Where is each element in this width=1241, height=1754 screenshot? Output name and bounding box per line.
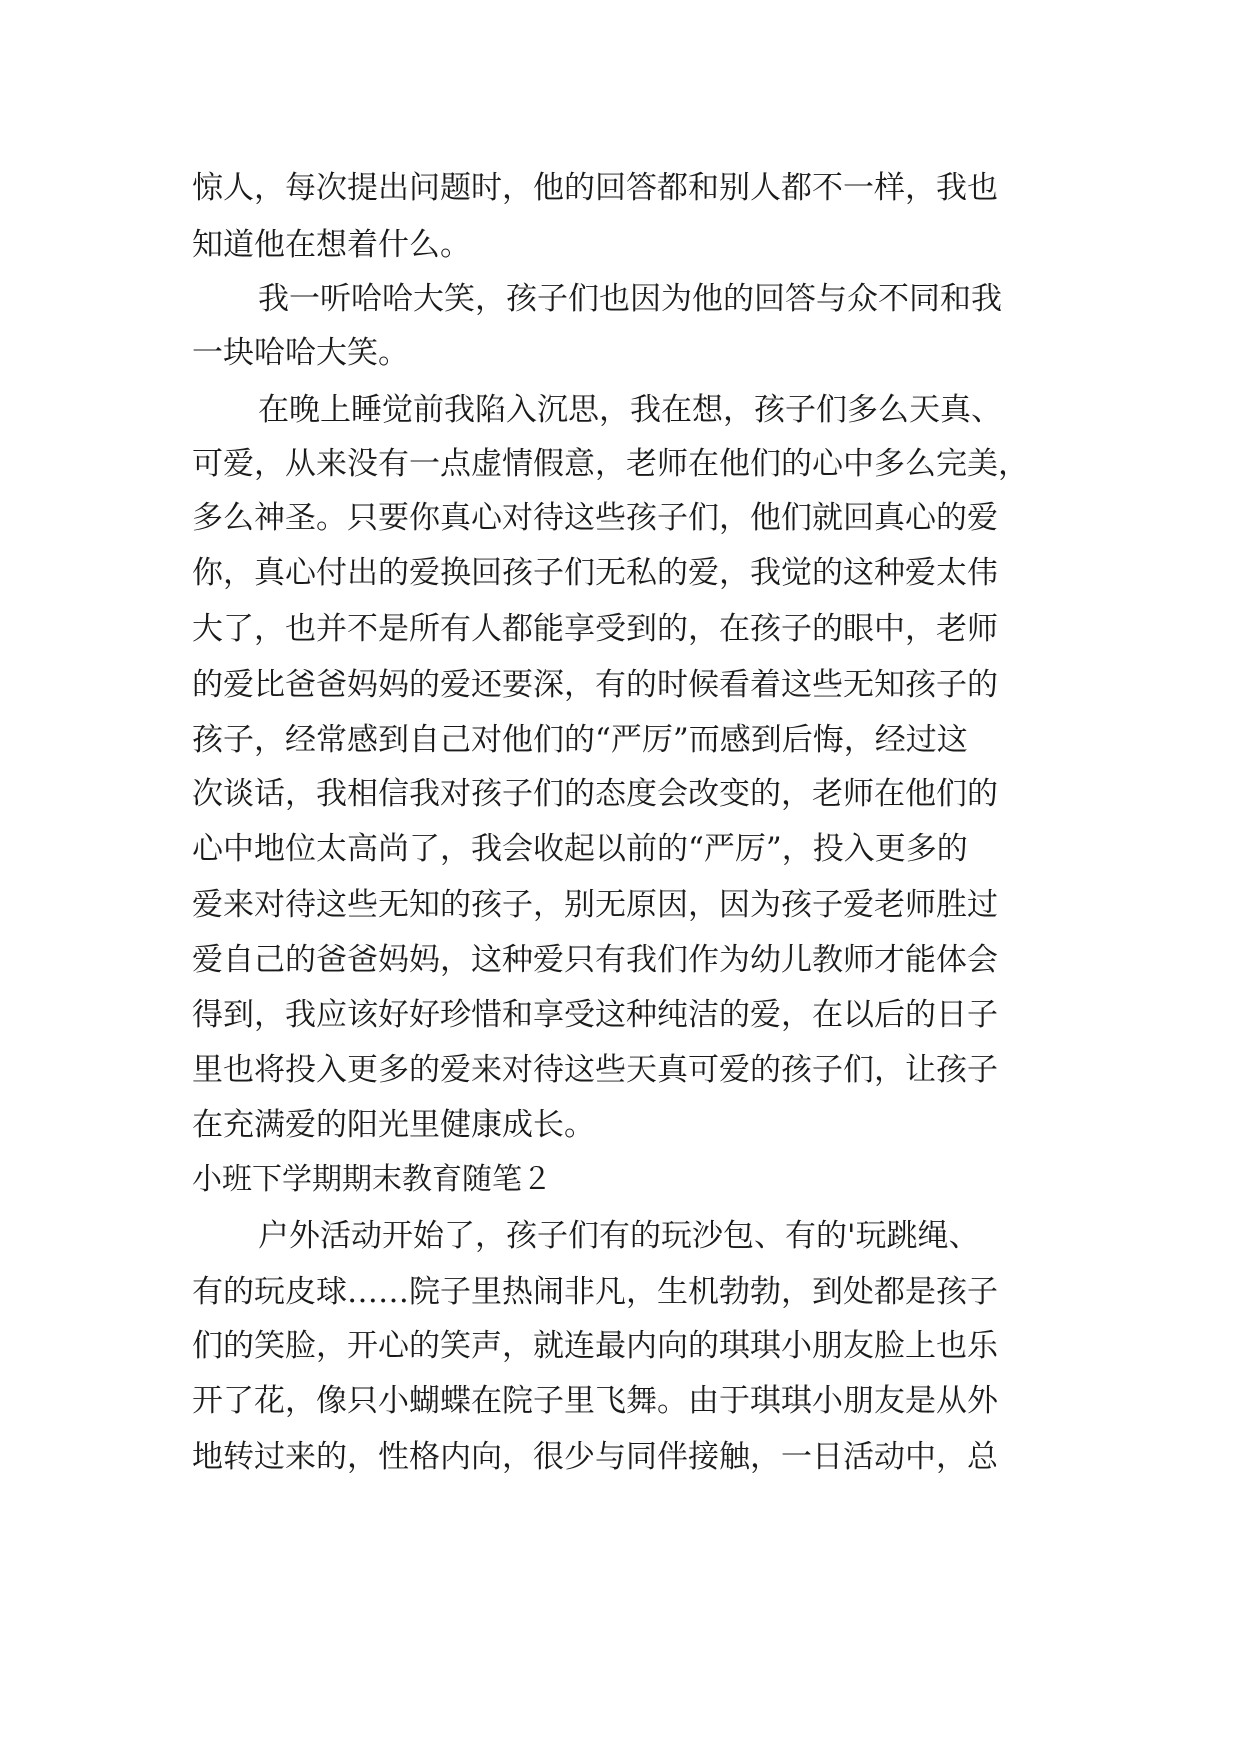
text-line: 得到，我应该好好珍惜和享受这种纯洁的爱，在以后的日子 <box>192 997 998 1033</box>
text-line: 爱来对待这些无知的孩子，别无原因，因为孩子爱老师胜过 <box>192 887 998 923</box>
text-line: 心中地位太高尚了，我会收起以前的“严厉”，投入更多的 <box>192 831 968 867</box>
text-line: 有的玩皮球……院子里热闹非凡，生机勃勃，到处都是孩子 <box>192 1274 998 1310</box>
paragraph-first-line: 户外活动开始了，孩子们有的玩沙包、有的'玩跳绳、 <box>258 1218 980 1254</box>
text-line: 一块哈哈大笑。 <box>192 335 409 371</box>
text-line: 大了，也并不是所有人都能享受到的，在孩子的眼中，老师 <box>192 611 998 647</box>
text-line: 开了花，像只小蝴蝶在院子里飞舞。由于琪琪小朋友是从外 <box>192 1383 998 1419</box>
text-line: 多么神圣。只要你真心对待这些孩子们，他们就回真心的爱 <box>192 500 998 536</box>
text-line: 在充满爱的阳光里健康成长。 <box>192 1107 595 1143</box>
text-line: 们的笑脸，开心的笑声，就连最内向的琪琪小朋友脸上也乐 <box>192 1328 998 1364</box>
text-line: 可爱，从来没有一点虚情假意，老师在他们的心中多么完美， <box>192 446 1029 482</box>
text-line: 次谈话，我相信我对孩子们的态度会改变的，老师在他们的 <box>192 776 998 812</box>
text-line: 惊人，每次提出问题时，他的回答都和别人都不一样，我也 <box>192 170 998 206</box>
section-heading: 小班下学期期末教育随笔２ <box>192 1162 552 1197</box>
text-line: 你，真心付出的爱换回孩子们无私的爱，我觉的这种爱太伟 <box>192 555 998 591</box>
text-line: 的爱比爸爸妈妈的爱还要深，有的时候看着这些无知孩子的 <box>192 667 998 703</box>
text-line: 孩子，经常感到自己对他们的“严厉”而感到后悔，经过这 <box>192 722 968 758</box>
paragraph-first-line: 在晚上睡觉前我陷入沉思，我在想，孩子们多么天真、 <box>258 392 1002 428</box>
text-line: 知道他在想着什么。 <box>192 227 471 263</box>
text-line: 爱自己的爸爸妈妈，这种爱只有我们作为幼儿教师才能体会 <box>192 942 998 978</box>
text-line: 里也将投入更多的爱来对待这些天真可爱的孩子们，让孩子 <box>192 1052 998 1088</box>
text-line: 地转过来的，性格内向，很少与同伴接触，一日活动中，总 <box>192 1439 998 1475</box>
paragraph-first-line: 我一听哈哈大笑，孩子们也因为他的回答与众不同和我 <box>258 281 1002 317</box>
